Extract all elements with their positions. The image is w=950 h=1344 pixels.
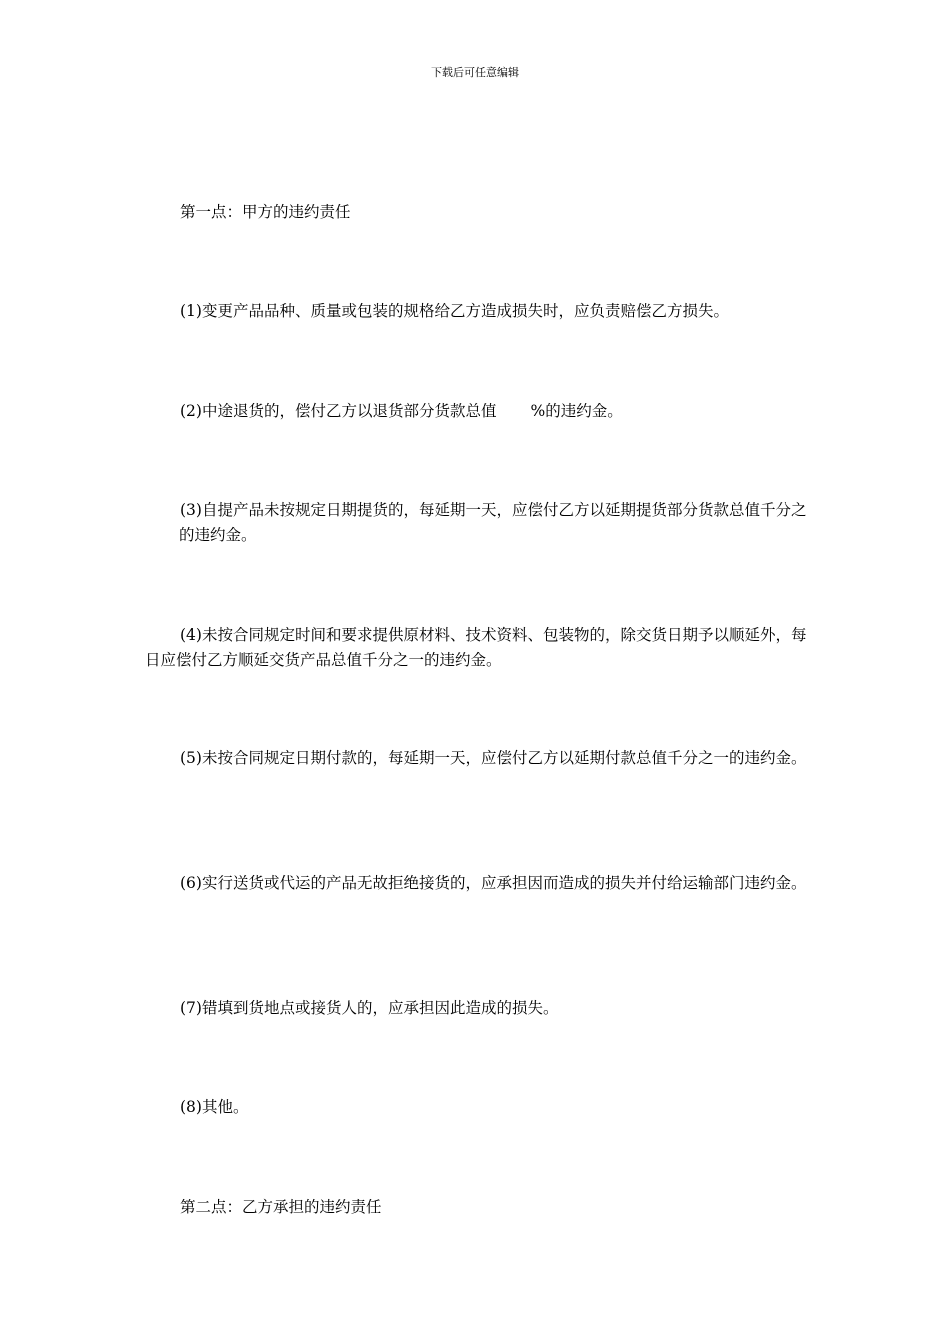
clause-7: (7)错填到货地点或接货人的，应承担因此造成的损失。: [180, 999, 559, 1017]
clause-2: [145, 399, 807, 424]
clause-4: (4)未按合同规定时间和要求提供原材料、技术资料、包装物的，除交货日期予以顺延外，每日应偿付乙方顺延交货产品总值千分之一的违约金。: [145, 626, 807, 669]
clause-2-text-before: (2)中途退货的，偿付乙方以退货部分货款总值: [180, 402, 497, 420]
clause-1: (1)变更产品品种、质量或包装的规格给乙方造成损失时，应负责赔偿乙方损失。: [180, 302, 729, 320]
section-2-heading: 第二点：乙方承担的违约责任: [180, 1198, 382, 1216]
clause-2-text-after: %的违约金。: [530, 402, 623, 420]
clause-6: (6)实行送货或代运的产品无故拒绝接货的，应承担因而造成的损失并付给运输部门违约金。: [180, 874, 807, 892]
clause-3-text-after: 的违约金。: [179, 526, 257, 544]
clause-5: (5)未按合同规定日期付款的，每延期一天，应偿付乙方以延期付款总值千分之一的违约金。: [180, 749, 807, 767]
clause-8: (8)其他。: [180, 1098, 249, 1116]
page-header-note: 下载后可任意编辑: [431, 66, 519, 79]
section-1-heading: 第一点：甲方的违约责任: [180, 203, 351, 221]
clause-3-text-before: (3)自提产品未按规定日期提货的，每延期一天，应偿付乙方以延期提货部分货款总值千分之: [180, 501, 807, 519]
clause-3: [145, 498, 807, 548]
